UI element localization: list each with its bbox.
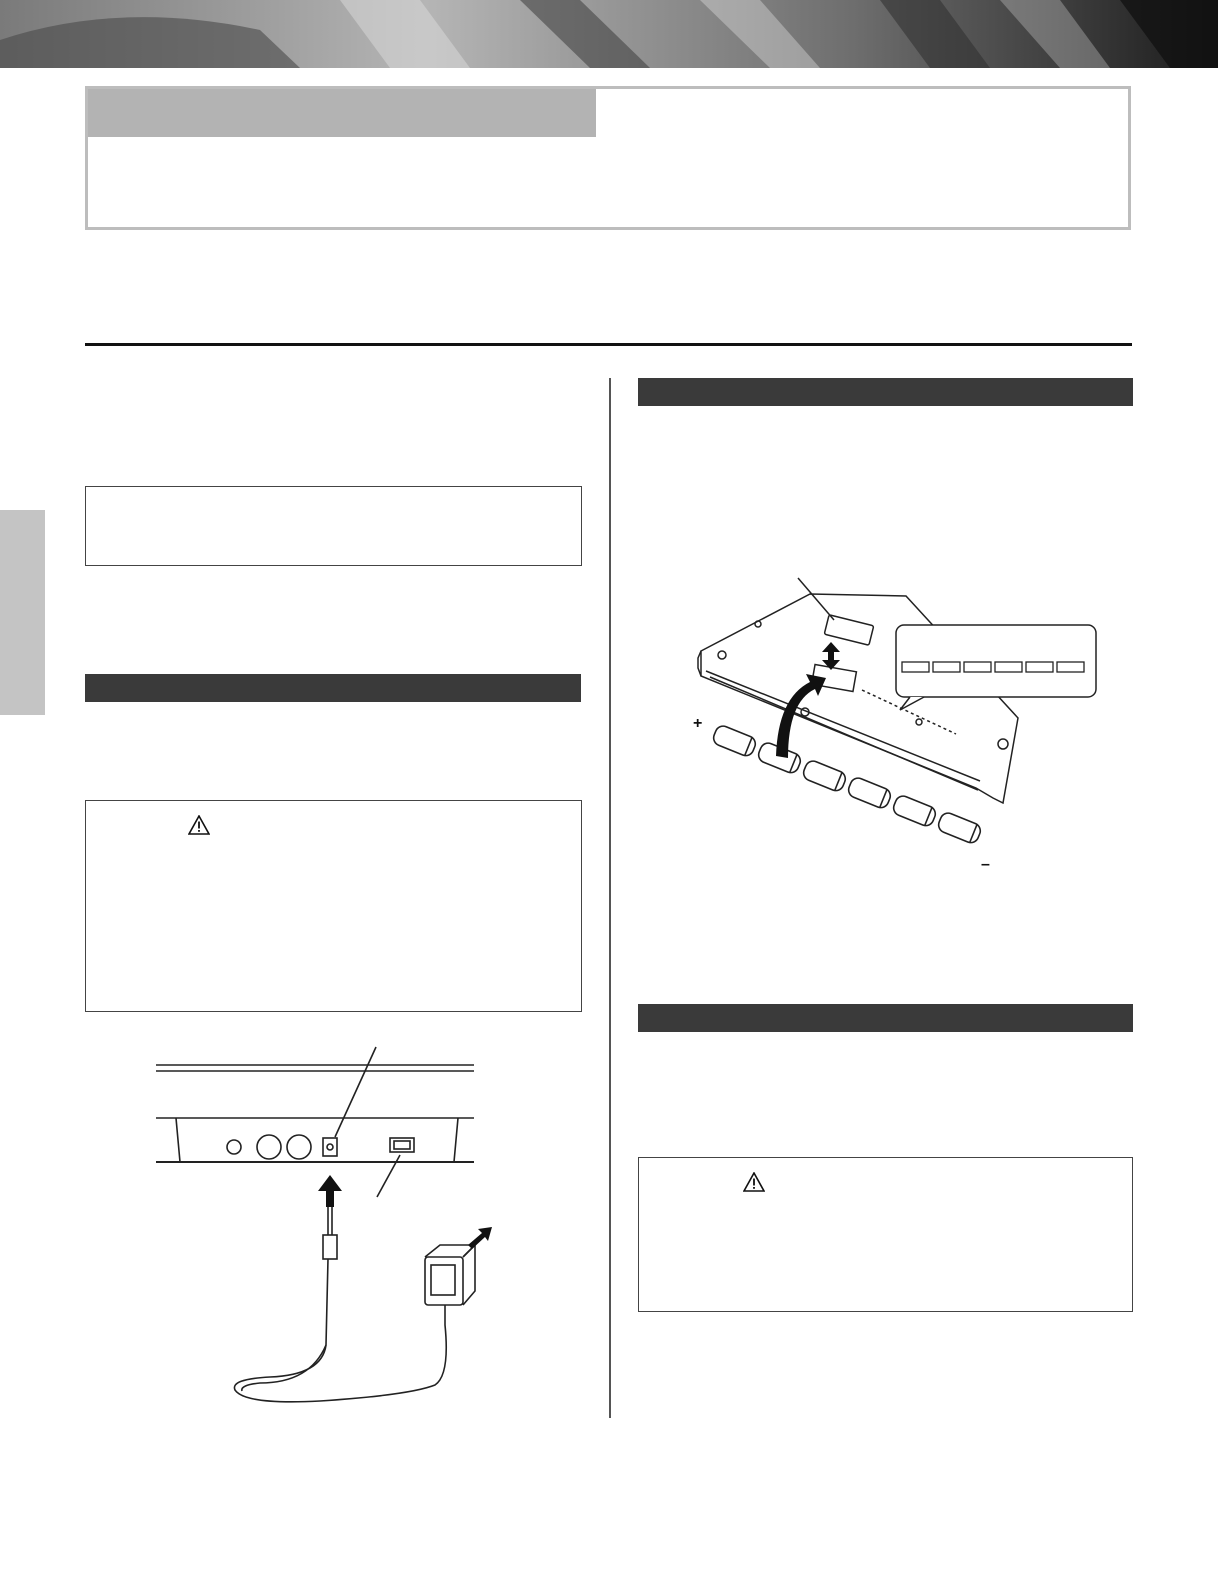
arrow-up-icon [318, 1175, 342, 1207]
caution-box-right [638, 1157, 1133, 1312]
header-banner [0, 0, 1218, 68]
polarity-minus-label: – [981, 856, 990, 873]
caution-box-left [85, 800, 582, 1012]
battery-illustration [688, 578, 1108, 878]
note-box [85, 486, 582, 566]
section-bar-left [85, 674, 581, 702]
intro-tab [88, 89, 596, 137]
polarity-plus-label: + [693, 715, 703, 732]
banner-graphic [0, 0, 1218, 68]
ac-adaptor-illustration [150, 1045, 490, 1405]
section-rule [85, 343, 1132, 346]
warning-triangle-icon [188, 815, 210, 835]
section-bar-right-bottom [638, 1004, 1133, 1032]
arrow-right-icon [468, 1227, 492, 1249]
intro-box [85, 86, 1131, 230]
column-divider [609, 378, 611, 1418]
section-bar-right-top [638, 378, 1133, 406]
warning-triangle-icon [743, 1172, 765, 1192]
sidebar-tab [0, 510, 45, 715]
